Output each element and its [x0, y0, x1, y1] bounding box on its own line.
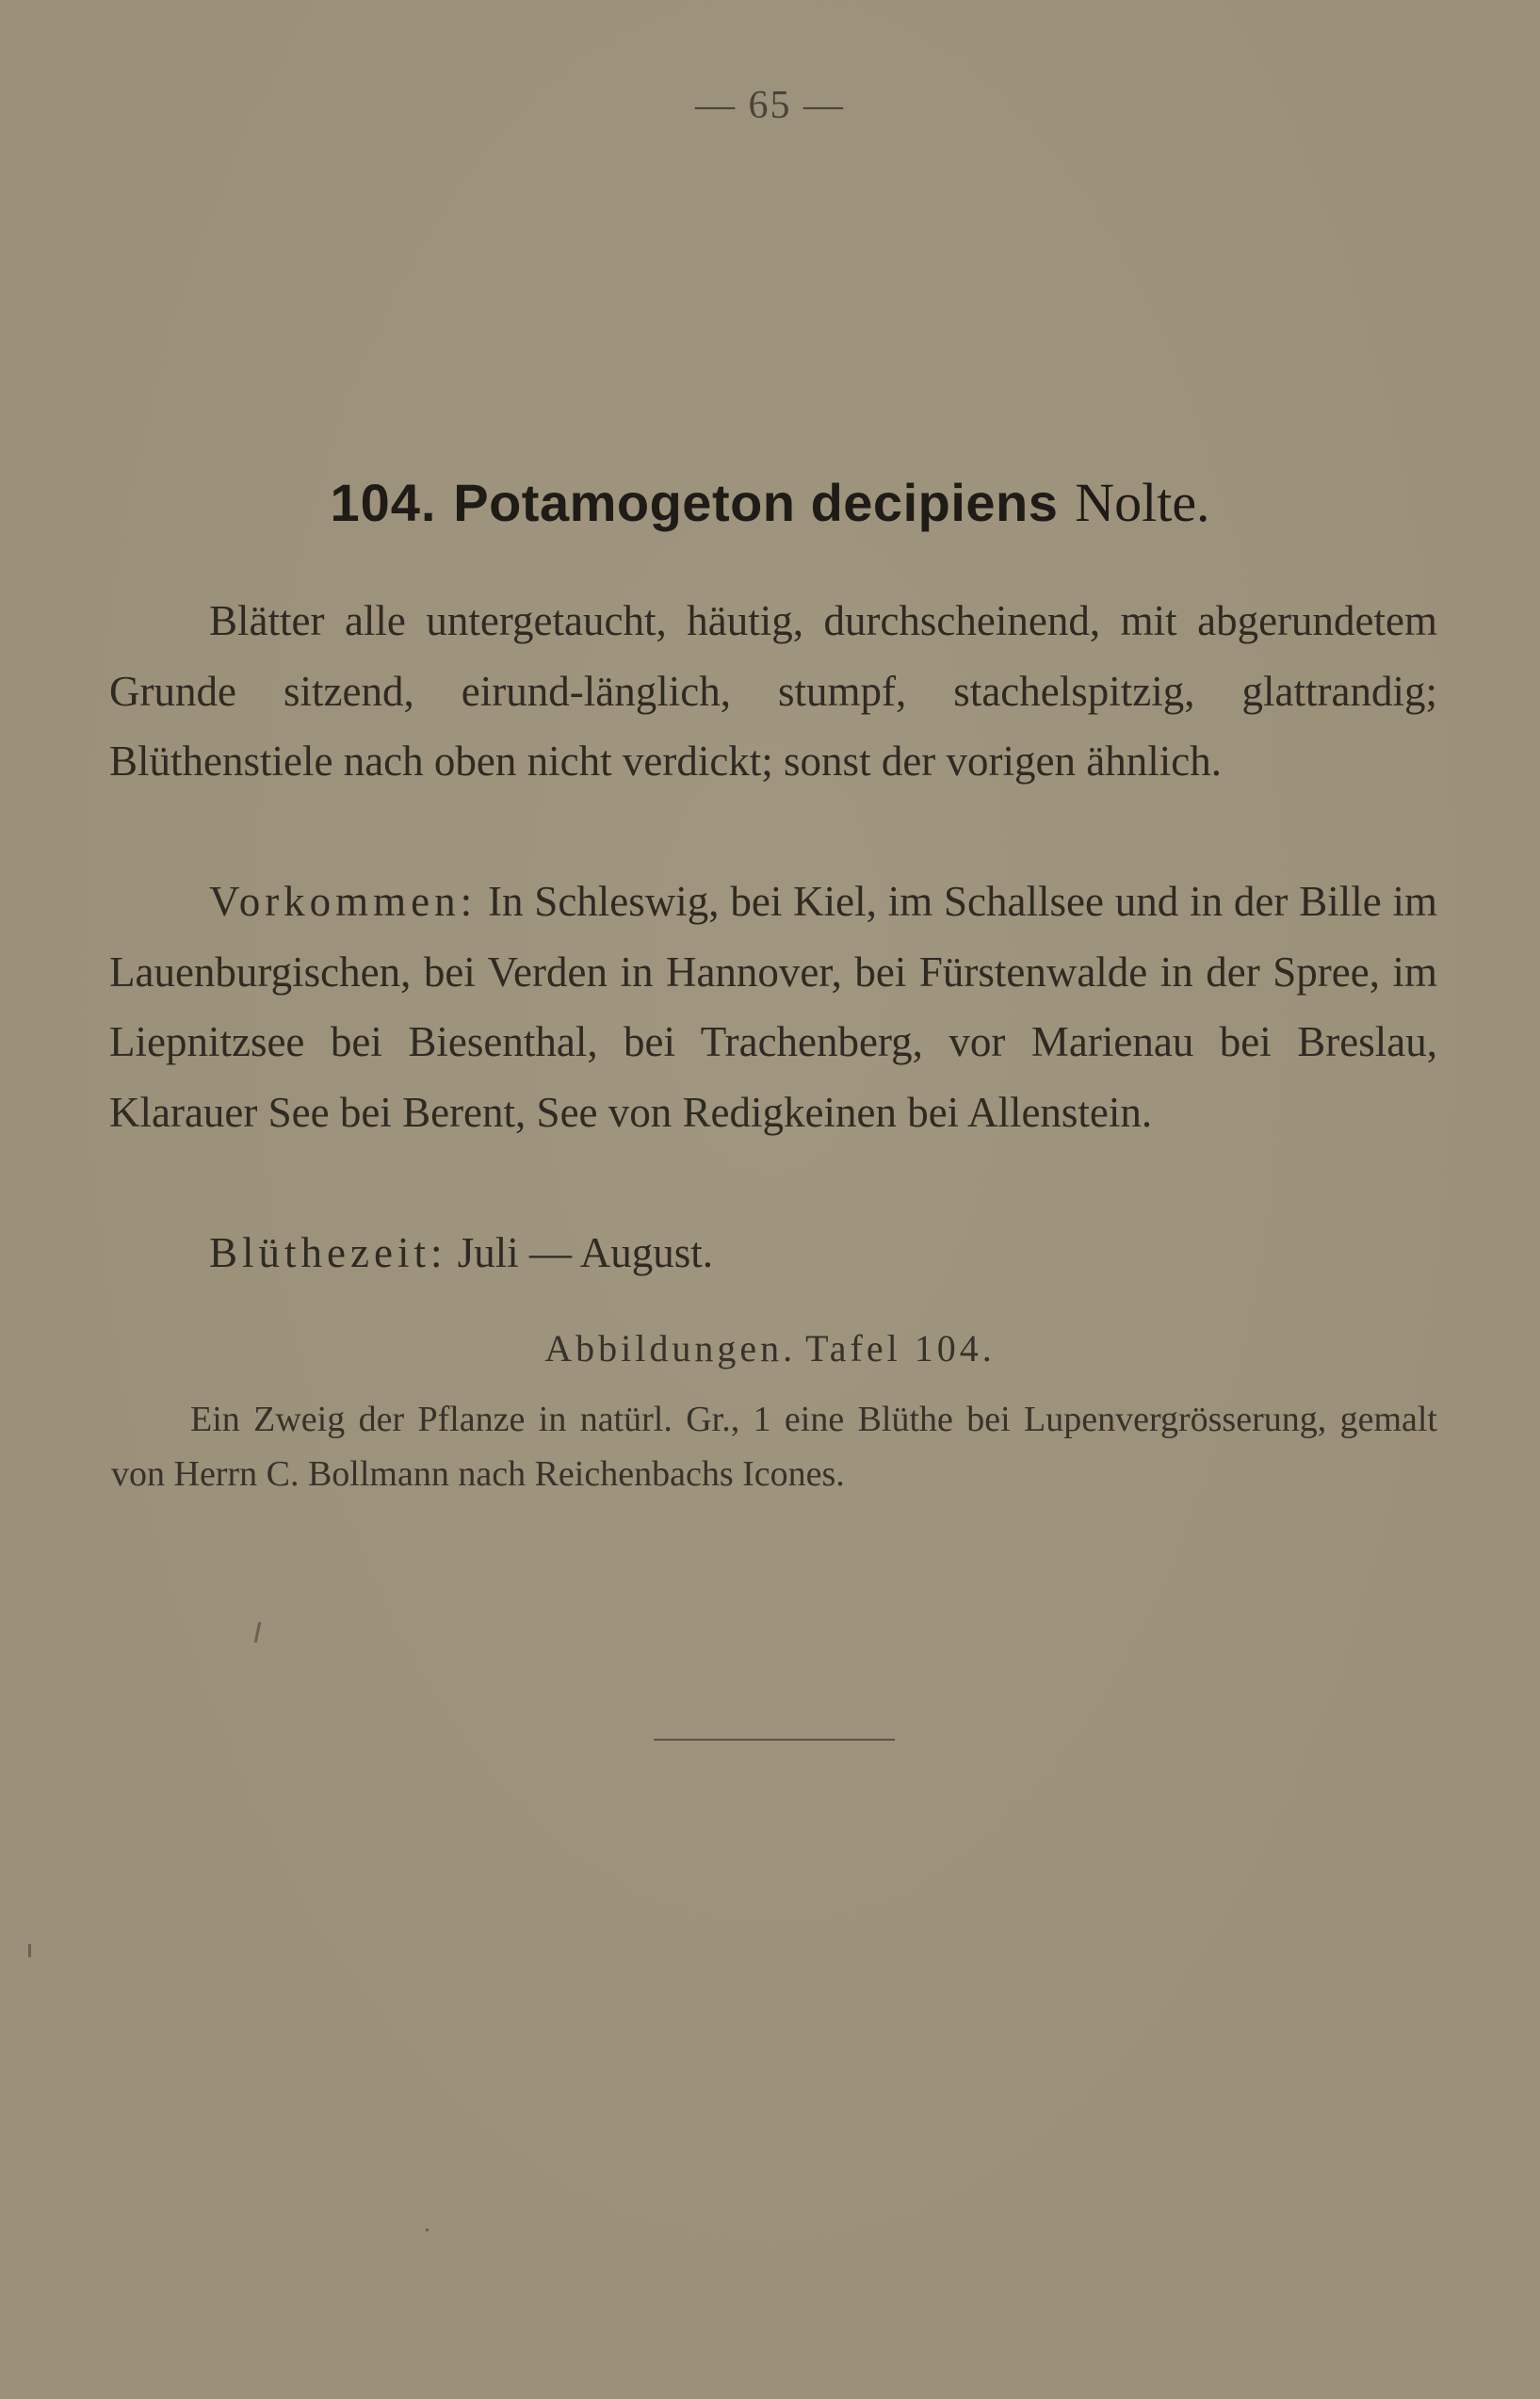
description-paragraph: Blätter alle untergetaucht, häutig, durchscheinend, mit abgerundetem Grunde sitzend, eirund-länglich, stumpf, stachelspitzig, glattrandig; Blüthenstiele nach oben nicht verdickt; sonst der vorigen ähnlich. — [109, 597, 1437, 785]
page-number: — 65 — — [695, 84, 845, 127]
species-author: Nolte. — [1075, 472, 1210, 533]
paper-speck — [28, 1944, 31, 1957]
figures-description-text: Ein Zweig der Pflanze in natürl. Gr., 1 eine Blüthe bei Lupenvergrösserung, gemalt von Herrn C. Bollmann nach Reichenbachs Icones. — [111, 1400, 1437, 1494]
figures-plate: Tafel 104. — [805, 1327, 996, 1370]
paper-speck — [254, 1622, 262, 1643]
species-name: Potamogeton decipiens — [453, 473, 1059, 532]
paper-speck — [426, 2229, 429, 2231]
flowering-paragraph — [109, 1218, 1437, 1289]
occurrence-paragraph — [109, 867, 1437, 1147]
figures-description — [111, 1392, 1437, 1501]
occurrence-label: Vorkommen: — [209, 878, 478, 925]
species-heading — [0, 471, 1540, 534]
figures-caption — [0, 1326, 1540, 1370]
flowering-text: Juli — August. — [457, 1229, 713, 1276]
closing-rule — [654, 1739, 895, 1741]
flowering-label: Blüthezeit: — [209, 1229, 447, 1276]
species-number: 104. — [330, 473, 437, 532]
occurrence-text: In Schleswig, bei Kiel, im Schallsee und in der Bille im Lauenburgischen, bei Verden in Hannover, bei Fürstenwalde in der Spree, im Liepnitzsee bei Biesenthal, bei Trachenberg, vor Marienau bei Breslau, Klarauer See bei Berent, See von Redigkeinen bei Allenstein. — [109, 878, 1438, 1136]
figures-label: Abbildungen. — [544, 1327, 797, 1370]
